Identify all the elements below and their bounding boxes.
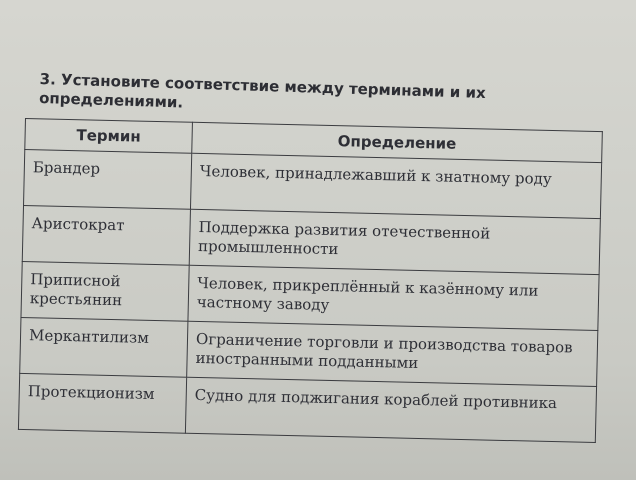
definition-cell: Поддержка развития отечественной промышленности <box>189 209 600 274</box>
task-heading <box>39 70 612 126</box>
term-cell: Протекционизм <box>18 373 186 433</box>
term-cell: Меркантилизм <box>20 317 188 377</box>
header-definition: Определение <box>192 122 603 162</box>
task-number: 3. <box>39 70 57 89</box>
term-cell: Брандер <box>24 150 192 210</box>
definition-cell: Человек, принадлежавший к знатному роду <box>190 153 601 218</box>
matching-table <box>18 118 603 443</box>
term-cell: Аристократ <box>22 205 190 265</box>
matching-table-wrap <box>18 118 603 443</box>
table-row <box>18 373 596 442</box>
definition-cell: Судно для поджигания кораблей противника <box>185 377 596 442</box>
term-cell: Приписной крестьянин <box>21 261 189 321</box>
header-term: Термин <box>25 119 193 154</box>
task-text: Установите соответствие между терминами и их определениями. <box>38 70 486 112</box>
definition-cell: Ограничение торговли и производства товаров иностранными подданными <box>187 321 598 386</box>
definition-cell: Человек, прикреплённый к казённому или частному заводу <box>188 265 599 330</box>
